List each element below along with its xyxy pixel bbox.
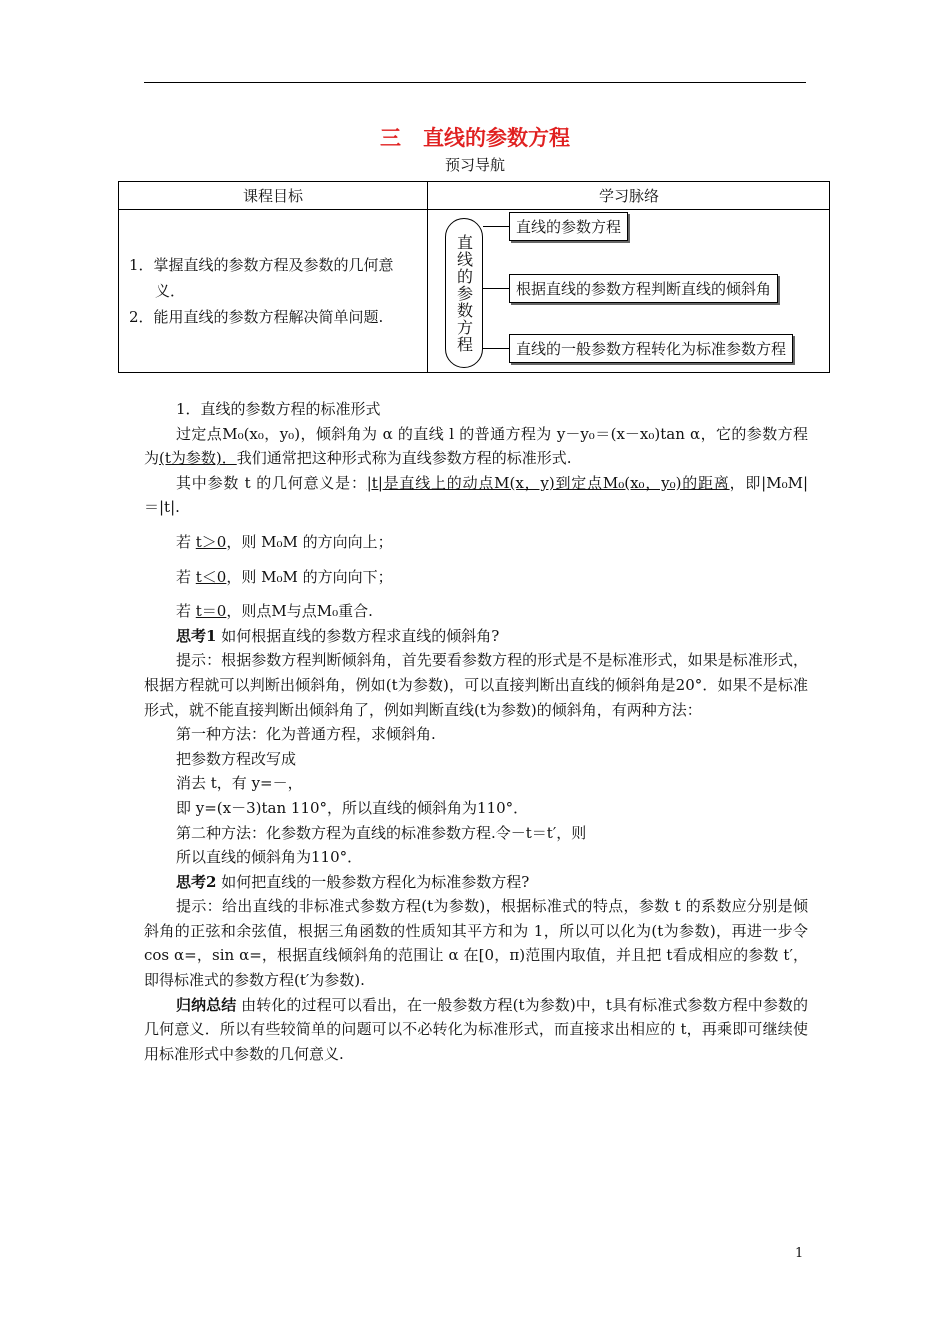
summary-paragraph bbox=[144, 993, 808, 1067]
mindmap-box-1: 直线的参数方程 bbox=[509, 212, 628, 241]
goal-item-1: 1．掌握直线的参数方程及参数的几何意 bbox=[129, 256, 394, 274]
mindmap-root-label: 直线的参数方程 bbox=[454, 233, 474, 353]
section-1-heading: 1．直线的参数方程的标准形式 bbox=[176, 400, 381, 418]
think-2-text: 如何把直线的一般参数方程化为标准参数方程? bbox=[216, 872, 530, 891]
geometric-meaning-answer: |t|是直线上的动点M(x，y)到定点M₀(x₀，y₀)的距离 bbox=[366, 473, 730, 492]
think-2-question bbox=[144, 870, 808, 895]
page-title: 三 直线的参数方程 bbox=[380, 126, 570, 150]
summary-label: 归纳总结 bbox=[176, 995, 237, 1014]
main-content bbox=[144, 397, 808, 1066]
mindmap-box-2: 根据直线的参数方程判断直线的倾斜角 bbox=[509, 274, 778, 303]
think-1-text: 如何根据直线的参数方程求直线的倾斜角? bbox=[216, 626, 500, 645]
method-1-step-c: 即 y=(x－3)tan 110°，所以直线的倾斜角为110°． bbox=[176, 798, 529, 817]
case-t-negative bbox=[144, 565, 808, 590]
goal-item-2: 2．能用直线的参数方程解决简单问题. bbox=[129, 308, 384, 326]
think-1-answer: 提示：根据参数方程判断倾斜角，首先要看参数方程的形式是不是标准形式，如果是标准形式，根据方程就可以判断出倾斜角，例如(t为参数)，可以直接判断出直线的倾斜角是20°．如果不是标准形式，就不能直接判断出倾斜角了，例如判断直线(t为参数)的倾斜角，有两种方法： bbox=[144, 651, 808, 719]
case-result: ，则 M₀M 的方向向上； bbox=[226, 532, 393, 551]
method-2: 第二种方法：化参数方程为直线的标准参数方程.令－t＝t′，则 bbox=[176, 823, 587, 842]
page-number: 1 bbox=[795, 1246, 804, 1261]
standard-form-answer: (t为参数)． bbox=[159, 449, 237, 468]
mindmap-branch-1 bbox=[483, 226, 509, 227]
header-rule bbox=[144, 82, 806, 83]
case-condition: t＝0 bbox=[195, 602, 227, 621]
geometric-meaning-tail: ，即|M₀M|＝|t|. bbox=[144, 473, 808, 517]
page-subtitle: 预习导航 bbox=[444, 156, 505, 174]
header-course-goals: 课程目标 bbox=[242, 187, 303, 205]
think-2-answer: 提示：给出直线的非标准式参数方程(t为参数)，根据标准式的特点，参数 t 的系数应分别是倾斜角的正弦和余弦值，根据三角函数的性质知其平方和为 1，所以可以化为(t为参数)，再进一步令 cos α=，sin α=，根据直线倾斜角的范围让 α 在[0，π)范围内取值，并且把 t看成相应的参数 t′，即得标准式的参数方程(t′为参数). bbox=[144, 897, 808, 990]
geometric-meaning-text: 其中参数 t 的几何意义是： bbox=[176, 473, 367, 492]
standard-form-text: 过定点M₀(x₀，y₀)，倾斜角为 α 的直线 l 的普通方程为 y－y₀＝(x－x₀)tan α，它的参数方程为 bbox=[144, 424, 808, 468]
think-1-question bbox=[144, 624, 808, 649]
table-divider-vertical bbox=[427, 182, 428, 372]
case-condition: t＞0 bbox=[195, 532, 227, 551]
table-divider-horizontal bbox=[119, 209, 829, 210]
standard-form-paragraph bbox=[144, 422, 808, 471]
goal-list bbox=[129, 252, 421, 330]
preview-table bbox=[118, 181, 830, 373]
think-2-label: 思考2 bbox=[176, 872, 217, 891]
mindmap-root-oval bbox=[445, 218, 483, 368]
case-condition: t＜0 bbox=[195, 567, 227, 586]
case-prefix: 若 bbox=[176, 532, 196, 551]
header-learning-path: 学习脉络 bbox=[598, 187, 659, 205]
method-2-result: 所以直线的倾斜角为110°． bbox=[176, 848, 363, 867]
standard-form-note: 我们通常把这种形式称为直线参数方程的标准形式. bbox=[236, 449, 572, 468]
case-t-zero bbox=[144, 599, 808, 624]
goal-item-1-continued: 义． bbox=[155, 282, 186, 300]
summary-text: 由转化的过程可以看出，在一般参数方程(t为参数)中，t具有标准式参数方程中参数的几何意义．所以有些较简单的问题可以不必转化为标准形式，而直接求出相应的 t，再乘即可继续使用标准形式中参数的几何意义. bbox=[144, 995, 808, 1063]
think-1-label: 思考1 bbox=[176, 626, 217, 645]
method-1: 第一种方法：化为普通方程，求倾斜角. bbox=[176, 725, 436, 744]
case-result: ，则点M与点M₀重合. bbox=[226, 602, 373, 621]
method-1-step-a: 把参数方程改写成 bbox=[176, 749, 297, 768]
geometric-meaning-paragraph bbox=[144, 471, 808, 520]
case-t-positive bbox=[144, 530, 808, 555]
case-prefix: 若 bbox=[176, 602, 196, 621]
mindmap-branch-3 bbox=[483, 348, 509, 349]
case-result: ，则 M₀M 的方向向下； bbox=[226, 567, 393, 586]
mindmap-branch-2 bbox=[483, 288, 509, 289]
mindmap-box-3: 直线的一般参数方程转化为标准参数方程 bbox=[509, 334, 793, 363]
method-1-step-b: 消去 t，有 y=－， bbox=[176, 774, 303, 793]
case-prefix: 若 bbox=[176, 567, 196, 586]
